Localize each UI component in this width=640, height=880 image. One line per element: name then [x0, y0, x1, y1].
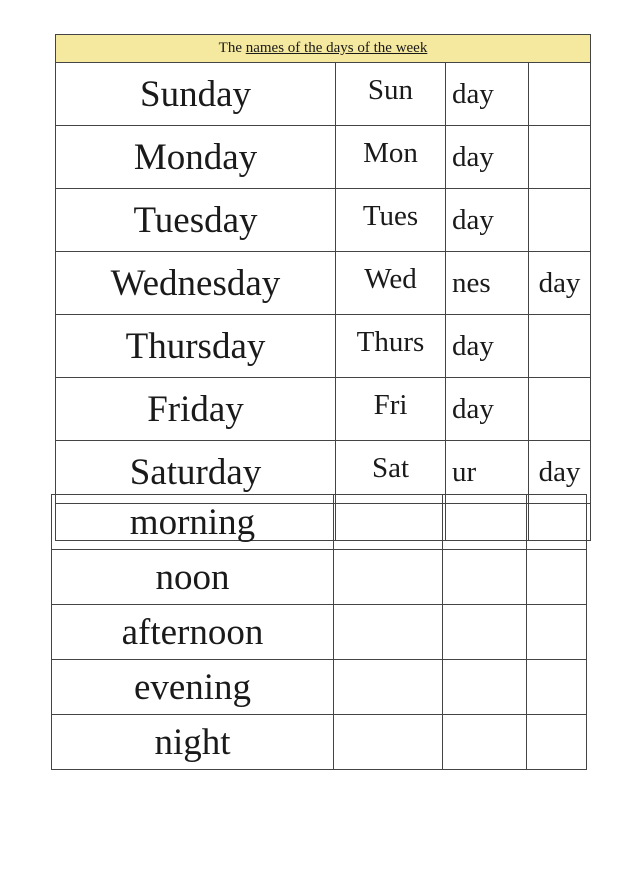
- day-row: [56, 126, 591, 189]
- day-part-2: day: [446, 315, 529, 378]
- day-part-3: [529, 63, 591, 126]
- empty-cell: [527, 660, 587, 715]
- day-part-1: Tues: [336, 189, 446, 252]
- day-row: [56, 63, 591, 126]
- time-of-day: noon: [52, 550, 334, 605]
- day-name: Sunday: [56, 63, 336, 126]
- day-part-3: [529, 189, 591, 252]
- day-part-1: Mon: [336, 126, 446, 189]
- day-name: Thursday: [56, 315, 336, 378]
- title-prefix: The: [218, 40, 242, 56]
- time-row: [52, 495, 587, 550]
- empty-cell: [334, 715, 443, 770]
- empty-cell: [443, 550, 527, 605]
- time-row: [52, 715, 587, 770]
- day-part-3: day: [529, 252, 591, 315]
- day-part-3: [529, 126, 591, 189]
- empty-cell: [334, 660, 443, 715]
- day-name: Saturday: [56, 441, 336, 504]
- time-of-day: morning: [52, 495, 334, 550]
- day-name: Wednesday: [56, 252, 336, 315]
- day-name: Tuesday: [56, 189, 336, 252]
- table-title: [56, 35, 591, 63]
- day-part-2: day: [446, 378, 529, 441]
- day-part-1: Thurs: [336, 315, 446, 378]
- empty-cell: [527, 715, 587, 770]
- day-row: [56, 378, 591, 441]
- day-name: Monday: [56, 126, 336, 189]
- day-row: [56, 252, 591, 315]
- empty-cell: [334, 605, 443, 660]
- empty-cell: [443, 495, 527, 550]
- day-part-3: [529, 315, 591, 378]
- day-part-1: Fri: [336, 378, 446, 441]
- time-row: [52, 605, 587, 660]
- day-part-2: day: [446, 63, 529, 126]
- title-underlined: names of the days of the week: [245, 40, 428, 56]
- empty-cell: [443, 715, 527, 770]
- day-part-2: day: [446, 189, 529, 252]
- empty-cell: [443, 605, 527, 660]
- day-part-2: ur: [446, 441, 529, 504]
- day-row: [56, 315, 591, 378]
- empty-cell: [334, 495, 443, 550]
- empty-cell: [443, 660, 527, 715]
- day-name: Friday: [56, 378, 336, 441]
- day-part-2: day: [446, 126, 529, 189]
- empty-cell: [527, 605, 587, 660]
- time-row: [52, 550, 587, 605]
- day-part-1: Sun: [336, 63, 446, 126]
- empty-cell: [527, 550, 587, 605]
- day-part-2: nes: [446, 252, 529, 315]
- day-part-1: Sat: [336, 441, 446, 504]
- day-part-3: day: [529, 441, 591, 504]
- time-of-day: evening: [52, 660, 334, 715]
- day-part-3: [529, 378, 591, 441]
- time-of-day: afternoon: [52, 605, 334, 660]
- day-part-1: Wed: [336, 252, 446, 315]
- days-table: [55, 34, 591, 541]
- day-row: [56, 189, 591, 252]
- header-row: [56, 35, 591, 63]
- times-table: [51, 494, 587, 770]
- empty-cell: [334, 550, 443, 605]
- empty-cell: [527, 495, 587, 550]
- time-row: [52, 660, 587, 715]
- time-of-day: night: [52, 715, 334, 770]
